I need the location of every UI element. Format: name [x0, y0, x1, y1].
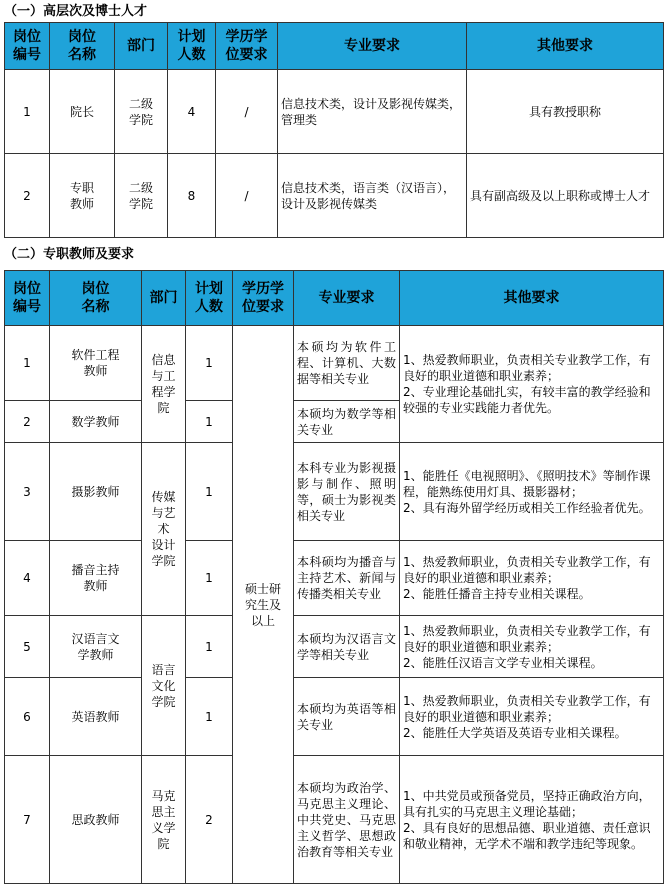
cell-dept: 二级 学院	[115, 154, 168, 238]
cell-other: 具有教授职称	[467, 70, 664, 154]
section2-table	[4, 270, 664, 884]
col-header-dept: 部门	[115, 23, 168, 70]
cell-dept: 二级 学院	[115, 70, 168, 154]
cell-no: 5	[5, 616, 50, 678]
cell-name: 专职 教师	[50, 154, 115, 238]
cell-other: 1、中共党员或预备党员，坚持正确政治方向，具有扎实的马克思主义理论基础； 2、具有良好的思想品德、职业道德、责任意识和敬业精神，无学术不端和教学违纪等现象。	[400, 756, 664, 884]
col-header-major: 专业要求	[294, 271, 400, 326]
cell-no: 1	[5, 326, 50, 401]
table-row	[5, 756, 664, 884]
col-header-name: 岗位 名称	[50, 23, 115, 70]
cell-count: 4	[168, 70, 216, 154]
cell-degree-merged: 硕士研 究生及 以上	[233, 326, 294, 884]
cell-no: 4	[5, 541, 50, 616]
table-row	[5, 443, 664, 541]
cell-other: 1、能胜任《电视照明》、《照明技术》等制作课程，能熟练使用灯具、摄影器材； 2、具有海外留学经历或相关工作经验者优先。	[400, 443, 664, 541]
cell-major: 本科硕均为播音与主持艺术、新闻与传播类相关专业	[294, 541, 400, 616]
cell-count: 1	[186, 326, 233, 401]
cell-count: 1	[186, 678, 233, 756]
section1-header-row	[5, 23, 664, 70]
cell-name: 数学教师	[50, 401, 142, 443]
table-row	[5, 326, 664, 401]
cell-no: 7	[5, 756, 50, 884]
cell-other: 1、热爱教师职业，负责相关专业教学工作，有良好的职业道德和职业素养； 2、能胜任大学英语及英语专业相关课程。	[400, 678, 664, 756]
cell-count: 8	[168, 154, 216, 238]
section2-header-row	[5, 271, 664, 326]
col-header-count: 计划 人数	[186, 271, 233, 326]
cell-count: 1	[186, 541, 233, 616]
col-header-count: 计划 人数	[168, 23, 216, 70]
col-header-major: 专业要求	[278, 23, 467, 70]
col-header-no: 岗位 编号	[5, 271, 50, 326]
table-row	[5, 678, 664, 756]
section1-table	[4, 22, 664, 238]
cell-dept-marxism: 马克 思主 义学 院	[142, 756, 186, 884]
section1-title: （一）高层次及博士人才	[4, 4, 148, 19]
cell-other: 具有副高级及以上职称或博士人才	[467, 154, 664, 238]
cell-count: 1	[186, 401, 233, 443]
cell-name: 播音主持 教师	[50, 541, 142, 616]
col-header-degree: 学历学 位要求	[216, 23, 278, 70]
col-header-name: 岗位 名称	[50, 271, 142, 326]
table-row	[5, 70, 664, 154]
cell-count: 1	[186, 443, 233, 541]
cell-dept-info-eng: 信息 与工 程学 院	[142, 326, 186, 443]
cell-dept-language: 语言 文化 学院	[142, 616, 186, 756]
cell-other: 1、热爱教师职业，负责相关专业教学工作，有良好的职业道德和职业素养； 2、能胜任汉语言文学专业相关课程。	[400, 616, 664, 678]
section2-title: （二）专职教师及要求	[4, 247, 135, 262]
col-header-no: 岗位 编号	[5, 23, 50, 70]
cell-no: 2	[5, 154, 50, 238]
cell-name: 软件工程 教师	[50, 326, 142, 401]
col-header-dept: 部门	[142, 271, 186, 326]
cell-major: 信息技术类，设计及影视传媒类，管理类	[278, 70, 467, 154]
cell-degree: /	[216, 154, 278, 238]
cell-name: 思政教师	[50, 756, 142, 884]
table-row	[5, 541, 664, 616]
col-header-other: 其他要求	[400, 271, 664, 326]
cell-count: 1	[186, 616, 233, 678]
cell-name: 摄影教师	[50, 443, 142, 541]
cell-major: 信息技术类，语言类（汉语言），设计及影视传媒类	[278, 154, 467, 238]
cell-major: 本硕均为英语等相关专业	[294, 678, 400, 756]
cell-no: 3	[5, 443, 50, 541]
col-header-other: 其他要求	[467, 23, 664, 70]
cell-other: 1、热爱教师职业，负责相关专业教学工作，有良好的职业道德和职业素养； 2、能胜任播音主持专业相关课程。	[400, 541, 664, 616]
cell-no: 2	[5, 401, 50, 443]
cell-other: 1、热爱教师职业，负责相关专业教学工作，有良好的职业道德和职业素养； 2、专业理论基础扎实，有较丰富的教学经验和较强的专业实践能力者优先。	[400, 326, 664, 443]
cell-count: 2	[186, 756, 233, 884]
table-row	[5, 154, 664, 238]
col-header-degree: 学历学 位要求	[233, 271, 294, 326]
cell-degree: /	[216, 70, 278, 154]
cell-name: 英语教师	[50, 678, 142, 756]
cell-major: 本硕均为政治学、马克思主义理论、中共党史、马克思主义哲学、思想政治教育等相关专业	[294, 756, 400, 884]
table-row	[5, 616, 664, 678]
cell-major: 本硕均为数学等相关专业	[294, 401, 400, 443]
cell-major: 本硕均为汉语言文学等相关专业	[294, 616, 400, 678]
cell-name: 汉语言文 学教师	[50, 616, 142, 678]
cell-no: 6	[5, 678, 50, 756]
cell-name: 院长	[50, 70, 115, 154]
cell-dept-media-art: 传媒 与艺 术 设计 学院	[142, 443, 186, 616]
cell-major: 本硕均为软件工程、计算机、大数据等相关专业	[294, 326, 400, 401]
cell-no: 1	[5, 70, 50, 154]
cell-major: 本科专业为影视摄影与制作、照明等，硕士为影视类相关专业	[294, 443, 400, 541]
